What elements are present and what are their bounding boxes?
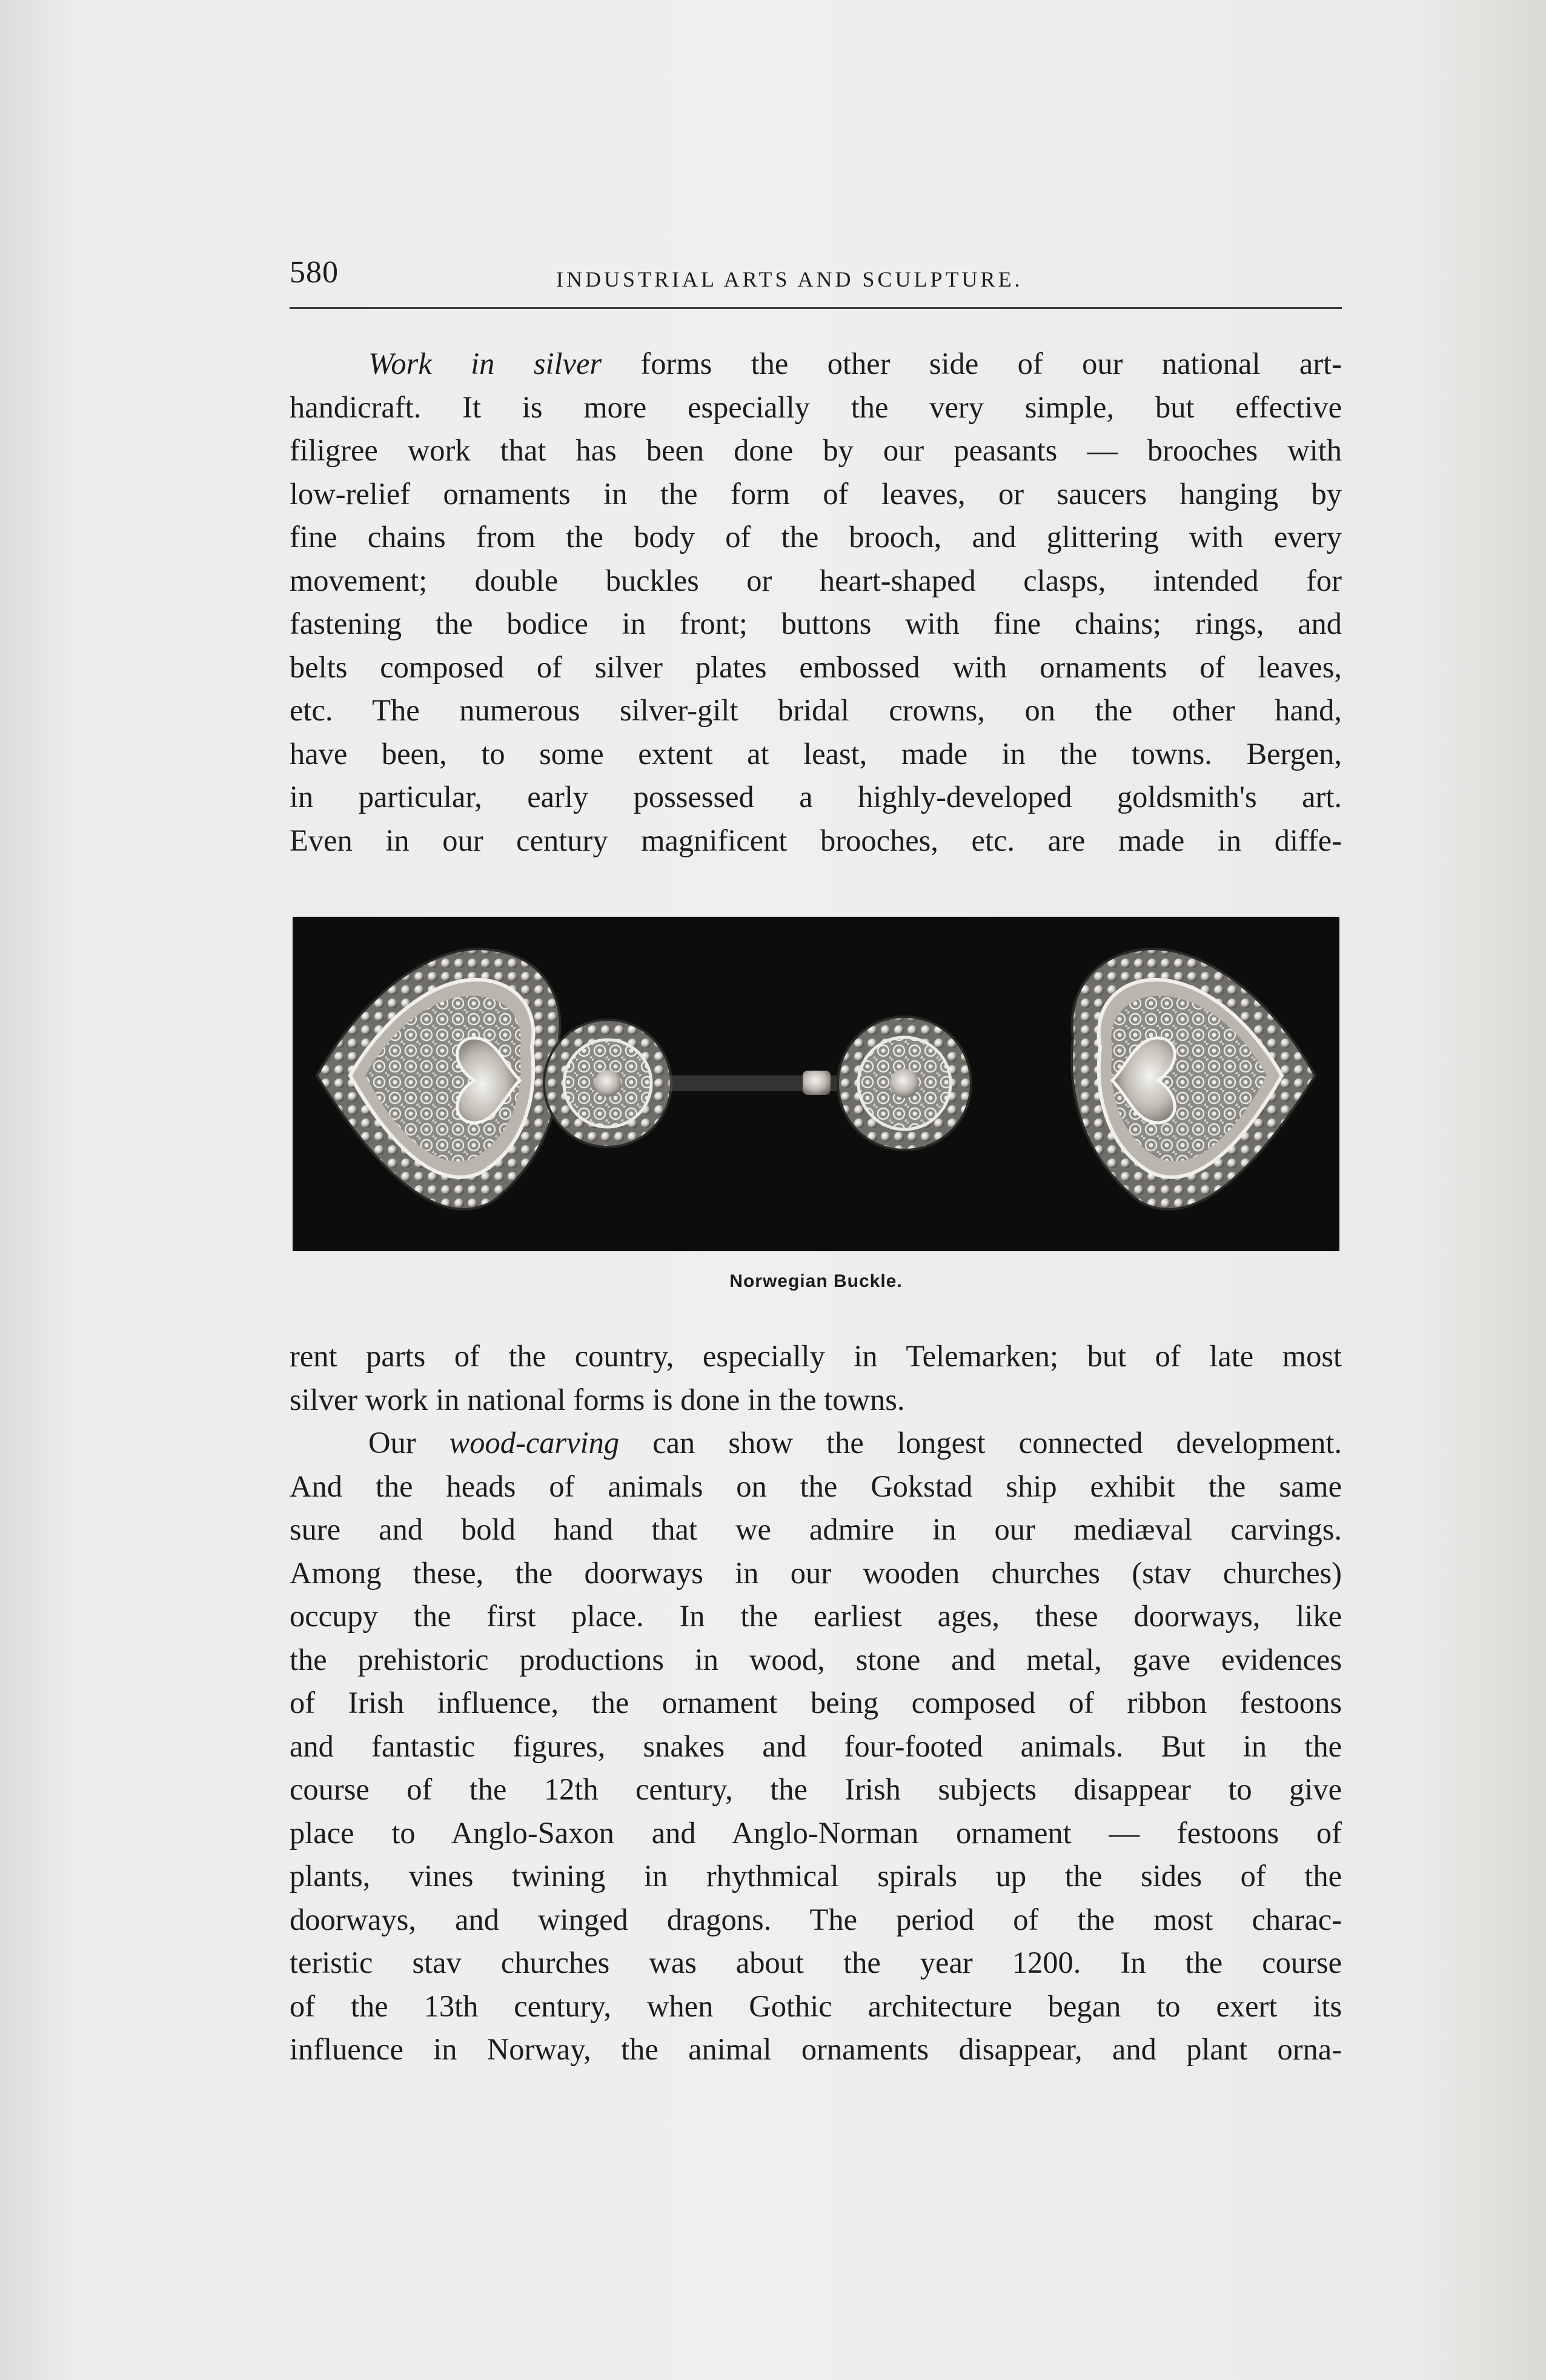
text-line: Work in silver forms the other side of our national art- <box>368 347 1342 381</box>
text-line: And the heads of animals on the Gokstad ship exhibit the same <box>290 1469 1342 1503</box>
text-line: occupy the first place. In the earliest ages, these doorways, like <box>290 1599 1342 1633</box>
emphasis-text: Work in silver <box>368 347 602 381</box>
text-line: handicraft. It is more especially the very simple, but effective <box>290 390 1342 424</box>
text-line: Among these, the doorways in our wooden churches (stav churches) <box>290 1555 1342 1590</box>
right-buckle-plate <box>1072 949 1315 1209</box>
text-line: influence in Norway, the animal ornaments disappear, and plant orna- <box>290 2032 1342 2066</box>
buckle-illustration <box>293 917 1339 1251</box>
header-rule <box>290 307 1342 309</box>
text-line: in particular, early possessed a highly-developed goldsmith's art. <box>290 780 1342 814</box>
clasp-hook <box>803 1071 831 1095</box>
buckle-photograph <box>293 917 1339 1251</box>
text-line: of the 13th century, when Gothic architecture began to exert its <box>290 1989 1342 2023</box>
text-line: doorways, and winged dragons. The period of the most charac- <box>290 1902 1342 1936</box>
text-line: etc. The numerous silver-gilt bridal crowns, on the other hand, <box>290 693 1342 727</box>
page-header <box>290 254 1342 297</box>
text-line: teristic stav churches was about the year 1200. In the course <box>290 1946 1342 1979</box>
text-line: fine chains from the body of the brooch, and glittering with every <box>290 520 1342 554</box>
text-line: movement; double buckles or heart-shaped clasps, intended for <box>290 563 1342 597</box>
text-line: Our wood-carving can show the longest connected development. <box>368 1426 1342 1460</box>
left-rosette <box>544 1020 671 1147</box>
text-line: have been, to some extent at least, made in the towns. Bergen, <box>290 736 1342 771</box>
text-line: rent parts of the country, especially in Telemarken; but of late most <box>290 1339 1342 1373</box>
text-line: place to Anglo-Saxon and Anglo-Norman ornament — festoons of <box>290 1815 1342 1850</box>
text-line: course of the 12th century, the Irish subjects disappear to give <box>290 1772 1342 1806</box>
running-head: INDUSTRIAL ARTS AND SCULPTURE. <box>556 267 1023 291</box>
text-line: silver work in national forms is done in the towns. <box>290 1382 905 1417</box>
text-line: and fantastic figures, snakes and four-footed animals. But in the <box>290 1729 1342 1763</box>
right-rosette <box>838 1017 971 1150</box>
page-number: 580 <box>290 255 339 290</box>
text-line: the prehistoric productions in wood, stone and metal, gave evidences <box>290 1642 1342 1677</box>
left-buckle-plate <box>317 949 560 1209</box>
text-line: of Irish influence, the ornament being composed of ribbon festoons <box>290 1686 1342 1720</box>
emphasis-text: wood-carving <box>449 1426 620 1460</box>
text-line: filigree work that has been done by our peasants — brooches with <box>290 433 1342 467</box>
text-line: plants, vines twining in rhythmical spirals up the sides of the <box>290 1859 1342 1893</box>
paragraph-wood-carving <box>290 1421 1342 2072</box>
figure-caption: Norwegian Buckle. <box>729 1271 903 1291</box>
paragraph-silver-work-continued <box>290 1335 1342 1421</box>
text-line: low-relief ornaments in the form of leaves, or saucers hanging by <box>290 476 1342 511</box>
text-line: belts composed of silver plates embossed with ornaments of leaves, <box>290 650 1342 684</box>
paragraph-silver-work <box>290 342 1342 862</box>
text-line: Even in our century magnificent brooches, etc. are made in diffe- <box>290 823 1342 857</box>
text-line: sure and bold hand that we admire in our mediæval carvings. <box>290 1512 1342 1546</box>
text-line: fastening the bodice in front; buttons with fine chains; rings, and <box>290 607 1342 640</box>
